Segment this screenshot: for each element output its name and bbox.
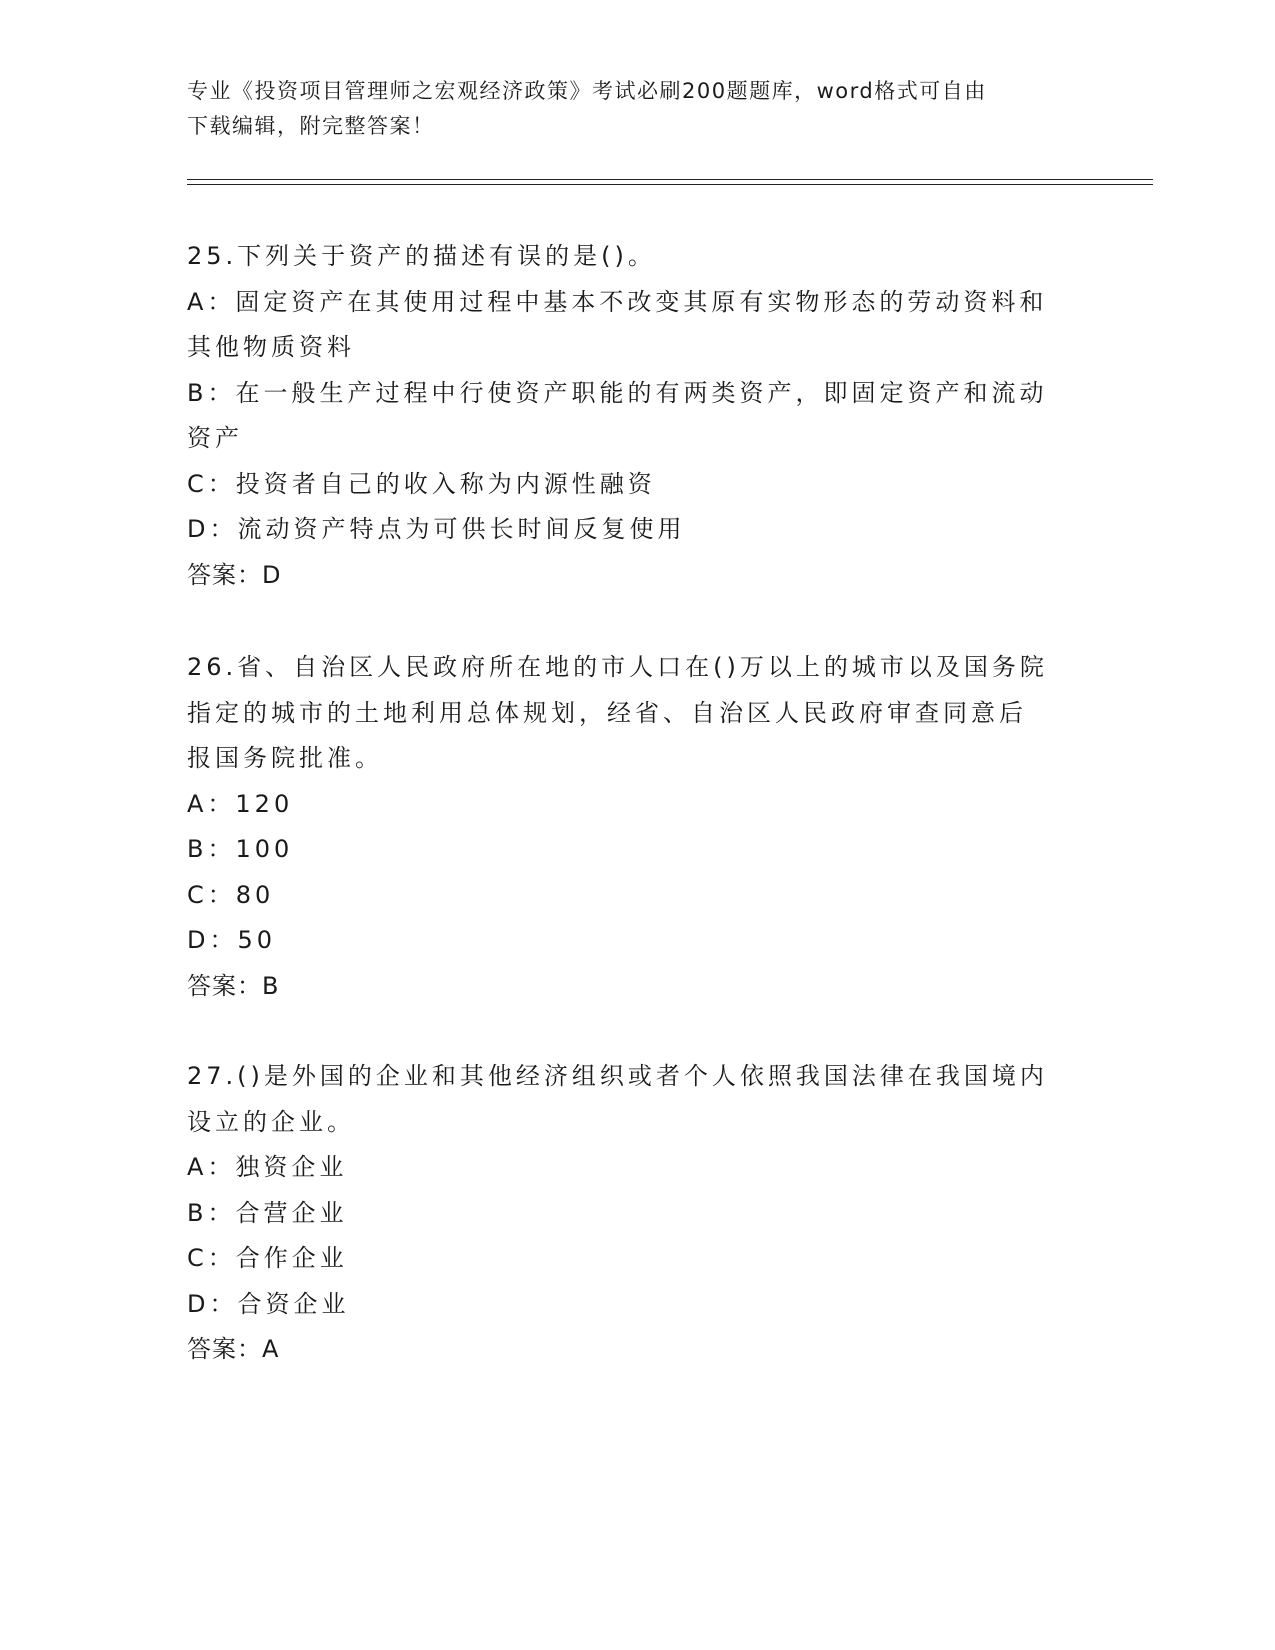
question-stem: 26.省、自治区人民政府所在地的市人口在()万以上的城市以及国务院 指定的城市的土地利用总体规划，经省、自治区人民政府审查同意后 报国务院批准。	[187, 653, 1048, 772]
option-b: B：100	[187, 835, 294, 863]
header-divider-top	[187, 179, 1153, 180]
option-a: A：独资企业	[187, 1153, 348, 1181]
question-stem: 25.下列关于资产的描述有误的是()。	[187, 242, 656, 270]
option-d: D：合资企业	[187, 1289, 350, 1318]
header-line: 下载编辑，附完整答案！	[187, 114, 435, 138]
question-stem: 27.()是外国的企业和其他经济组织或者个人依照我国法律在我国境内 设立的企业。	[187, 1062, 1048, 1136]
option-d: D：50	[187, 926, 277, 954]
answer: 答案：B	[187, 971, 280, 1000]
question-26	[187, 645, 1087, 1009]
option-a: A：固定资产在其使用过程中基本不改变其原有实物形态的劳动资料和 其他物质资料	[187, 287, 1048, 361]
answer: 答案：D	[187, 560, 282, 589]
header-divider-bottom	[187, 184, 1153, 185]
option-c: C：投资者自己的收入称为内源性融资	[187, 469, 656, 498]
option-d: D：流动资产特点为可供长时间反复使用	[187, 515, 686, 543]
option-c: C：80	[187, 880, 275, 909]
question-25	[187, 234, 1087, 598]
document-header	[187, 74, 1067, 144]
option-a: A：120	[187, 789, 294, 818]
option-c: C：合作企业	[187, 1244, 348, 1272]
answer: 答案：A	[187, 1335, 280, 1363]
question-27	[187, 1054, 1087, 1373]
option-b: B：在一般生产过程中行使资产职能的有两类资产，即固定资产和流动 资产	[187, 378, 1048, 452]
option-b: B：合营企业	[187, 1198, 348, 1227]
header-line: 专业《投资项目管理师之宏观经济政策》考试必刷200题题库，word格式可自由	[187, 79, 987, 103]
